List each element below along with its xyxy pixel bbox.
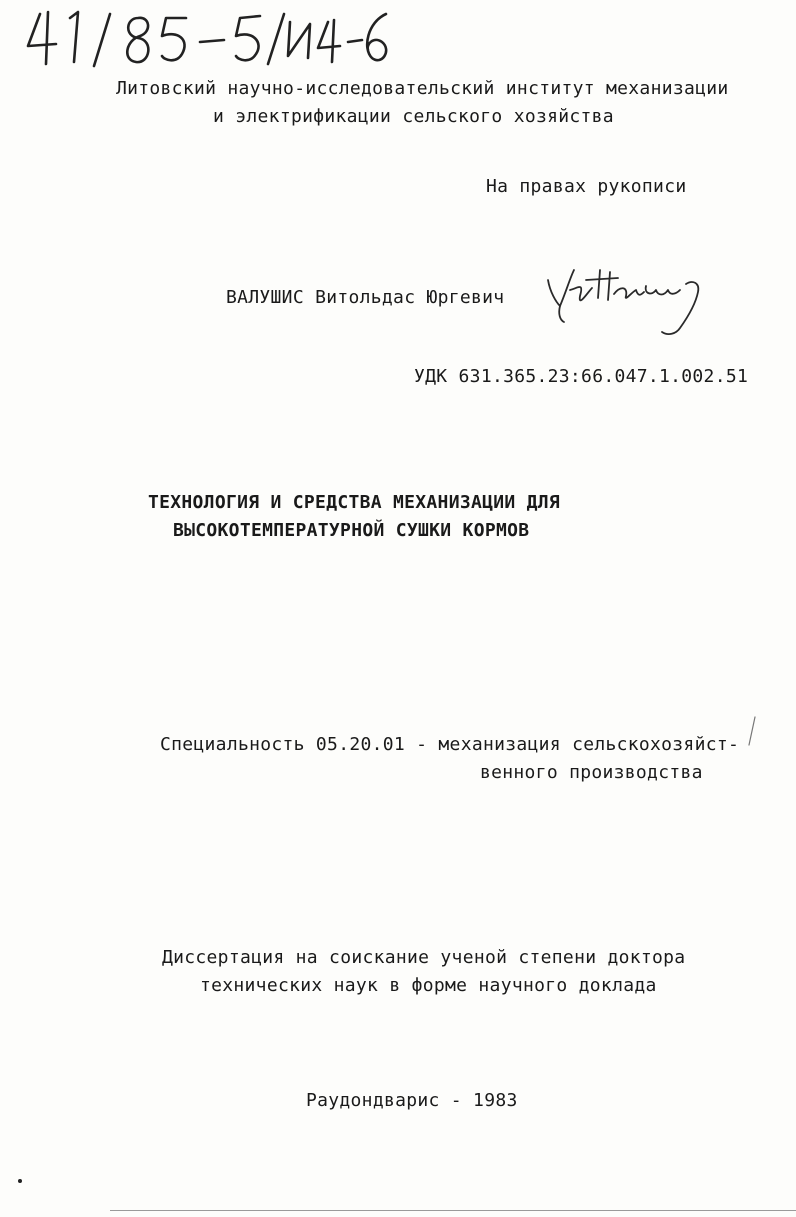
- udc-code: УДК 631.365.23:66.047.1.002.51: [414, 366, 749, 387]
- dissertation-line-1: Диссертация на соискание ученой степени доктора: [162, 947, 686, 968]
- author-name: ВАЛУШИС Витольдас Юргевич: [226, 287, 505, 308]
- title-line-2: ВЫСОКОТЕМПЕРАТУРНОЙ СУШКИ КОРМОВ: [173, 520, 530, 541]
- author-signature: [540, 262, 720, 342]
- title-line-1: ТЕХНОЛОГИЯ И СРЕДСТВА МЕХАНИЗАЦИИ ДЛЯ: [148, 492, 561, 513]
- dissertation-line-2: технических наук в форме научного доклада: [200, 975, 657, 996]
- bottom-edge-line: [110, 1210, 796, 1211]
- rights-note: На правах рукописи: [486, 176, 687, 197]
- institute-line-2: и электрификации сельского хозяйства: [213, 106, 614, 127]
- margin-tick-mark: [745, 715, 759, 749]
- specialty-line-2: венного производства: [480, 762, 703, 783]
- scan-speck: [18, 1179, 22, 1183]
- handwritten-archive-code: [18, 4, 398, 76]
- institute-line-1: Литовский научно-исследовательский институт механизации: [116, 78, 729, 99]
- place-and-year: Раудондварис - 1983: [306, 1090, 518, 1111]
- specialty-line-1: Специальность 05.20.01 - механизация сельскохозяйст-: [160, 734, 740, 755]
